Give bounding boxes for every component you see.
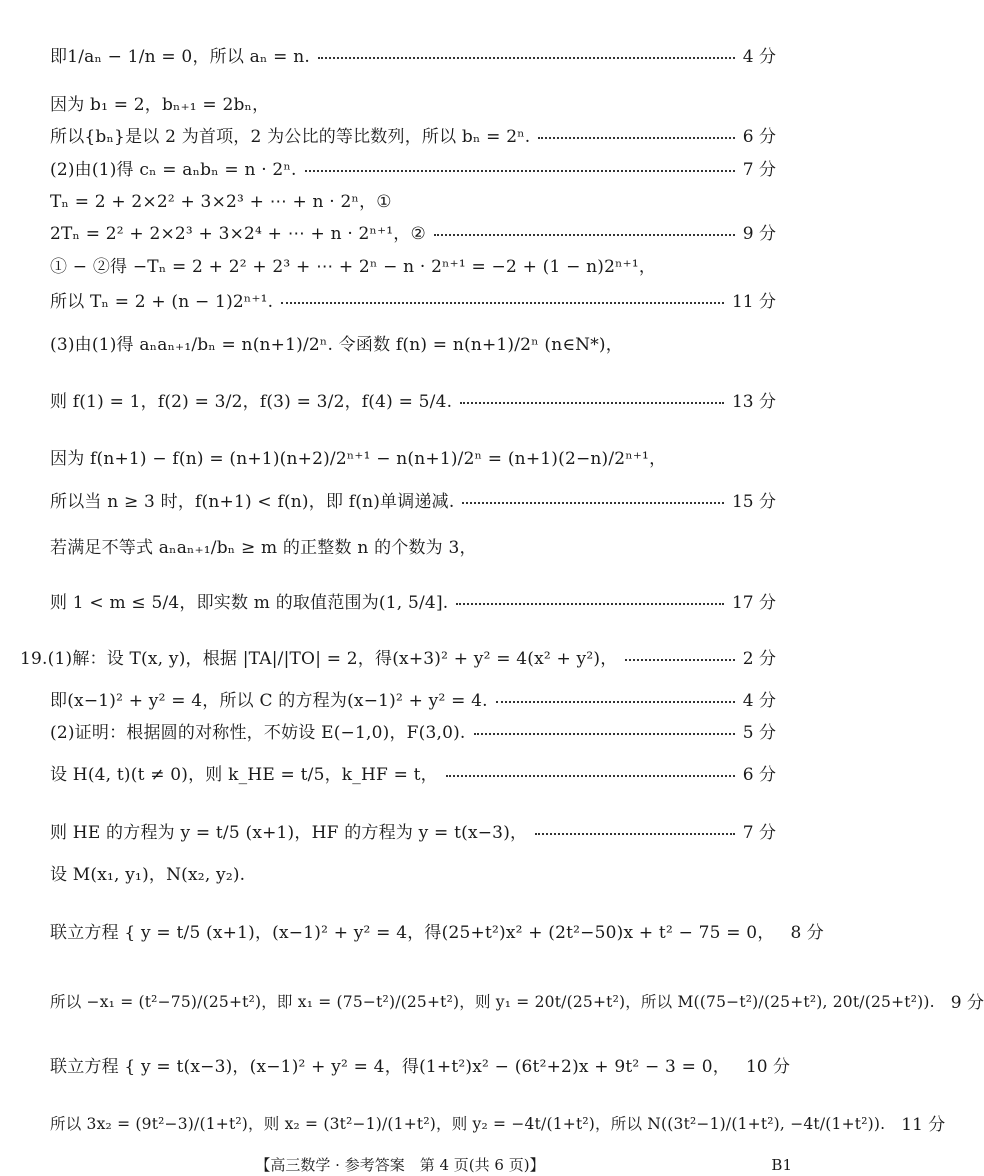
line-text: 所以 3x₂ = (9t²−3)/(1+t²)，则 x₂ = (3t²−1)/(1+t²)，则 y₂ = −4t/(1+t²)，所以 N((3t²−1)/(1+t²), −4t/(1+t²)).	[50, 1114, 886, 1133]
score-label: 10 分	[745, 1057, 790, 1077]
line-text: 设 H(4, t)(t ≠ 0)，则 k_HE = t/5，k_HF = t，	[50, 765, 438, 785]
line-text: 所以当 n ≥ 3 时，f(n+1) < f(n)，即 f(n)单调递减.	[50, 492, 455, 512]
leader-dots	[496, 701, 735, 703]
score-label: 6 分	[742, 765, 776, 785]
score-label: 6 分	[742, 127, 776, 147]
leader-dots	[281, 302, 724, 304]
line-text: (2)由(1)得 cₙ = aₙbₙ = n · 2ⁿ.	[50, 160, 297, 180]
answer-line	[50, 686, 776, 711]
score-label: 11 分	[731, 292, 776, 312]
line-text: 因为 f(n+1) − f(n) = (n+1)(n+2)/2ⁿ⁺¹ − n(n+1)/2ⁿ = (n+1)(2−n)/2ⁿ⁺¹，	[50, 449, 667, 469]
line-text: 所以{bₙ}是以 2 为首项，2 为公比的等比数列，所以 bₙ = 2ⁿ.	[50, 127, 531, 147]
score-label: 7 分	[742, 160, 776, 180]
leader-dots	[460, 402, 724, 404]
line-text: 则 HE 的方程为 y = t/5 (x+1)，HF 的方程为 y = t(x−3)，	[50, 823, 528, 843]
score-label: 7 分	[742, 823, 776, 843]
leader-dots	[318, 57, 735, 59]
footer-text: 【高三数学 · 参考答案 第 4 页(共 6 页)】	[255, 1156, 545, 1174]
answer-line	[50, 988, 984, 1013]
score-label: 9 分	[950, 993, 984, 1013]
line-text: 即1/aₙ − 1/n = 0，所以 aₙ = n.	[50, 47, 310, 67]
answer-line	[20, 644, 776, 669]
answer-line	[50, 122, 776, 147]
line-text: 因为 b₁ = 2，bₙ₊₁ = 2bₙ，	[50, 95, 270, 115]
answer-line	[50, 533, 776, 558]
answer-line	[50, 818, 776, 843]
answer-line	[50, 760, 776, 785]
answer-line	[50, 860, 776, 885]
line-text: 所以 −x₁ = (t²−75)/(25+t²)，即 x₁ = (75−t²)/(25+t²)，则 y₁ = 20t/(25+t²)，所以 M((75−t²)/(25+t²), 20t/(25+t²)).	[50, 992, 935, 1011]
line-text: 2Tₙ = 2² + 2×2³ + 3×2⁴ + ⋯ + n · 2ⁿ⁺¹，②	[50, 224, 426, 244]
line-text: 联立方程 { y = t(x−3)，(x−1)² + y² = 4，得(1+t²)x² − (6t²+2)x + 9t² − 3 = 0，	[50, 1057, 730, 1077]
score-label: 15 分	[731, 492, 776, 512]
leader-dots	[538, 137, 734, 139]
answer-line	[50, 155, 776, 180]
answer-line	[50, 1052, 790, 1077]
leader-dots	[474, 733, 735, 735]
line-text: 则 f(1) = 1，f(2) = 3/2，f(3) = 3/2，f(4) = 5/4.	[50, 392, 453, 412]
answer-line	[50, 718, 776, 743]
answer-line	[50, 918, 824, 943]
line-text: ① − ②得 −Tₙ = 2 + 2² + 2³ + ⋯ + 2ⁿ − n · 2ⁿ⁺¹ = −2 + (1 − n)2ⁿ⁺¹，	[50, 257, 657, 277]
leader-dots	[434, 234, 735, 236]
score-label: 13 分	[731, 392, 776, 412]
score-label: 2 分	[742, 649, 776, 669]
answer-line	[50, 588, 776, 613]
leader-dots	[625, 659, 734, 661]
answer-line	[50, 444, 776, 469]
leader-dots	[535, 833, 735, 835]
line-text: 即(x−1)² + y² = 4，所以 C 的方程为(x−1)² + y² = 4.	[50, 691, 488, 711]
page-footer	[0, 1154, 800, 1174]
score-label: 5 分	[742, 723, 776, 743]
leader-dots	[462, 502, 723, 504]
answer-line	[50, 187, 776, 212]
line-text: (3)由(1)得 aₙaₙ₊₁/bₙ = n(n+1)/2ⁿ. 令函数 f(n) = n(n+1)/2ⁿ (n∈N*)，	[50, 335, 623, 355]
score-label: 17 分	[731, 593, 776, 613]
line-text: Tₙ = 2 + 2×2² + 3×2³ + ⋯ + n · 2ⁿ，①	[50, 192, 392, 212]
score-label: 4 分	[742, 47, 776, 67]
answer-line	[50, 1110, 946, 1135]
line-text: 若满足不等式 aₙaₙ₊₁/bₙ ≥ m 的正整数 n 的个数为 3，	[50, 538, 477, 558]
line-text: 19.(1)解：设 T(x, y)，根据 |TA|/|TO| = 2，得(x+3)² + y² = 4(x² + y²)，	[20, 649, 618, 669]
answer-line	[50, 387, 776, 412]
score-label: 11 分	[901, 1115, 946, 1135]
answer-line	[50, 330, 776, 355]
answer-line	[50, 219, 776, 244]
answer-line	[50, 287, 776, 312]
leader-dots	[305, 170, 735, 172]
line-text: 设 M(x₁, y₁)，N(x₂, y₂).	[50, 865, 246, 885]
answer-line	[50, 252, 776, 277]
answer-line	[50, 42, 776, 67]
line-text: 所以 Tₙ = 2 + (n − 1)2ⁿ⁺¹.	[50, 292, 274, 312]
footer-code: B1	[771, 1156, 792, 1174]
score-label: 9 分	[742, 224, 776, 244]
leader-dots	[446, 775, 735, 777]
line-text: 联立方程 { y = t/5 (x+1)，(x−1)² + y² = 4，得(25+t²)x² + (2t²−50)x + t² − 75 = 0，	[50, 923, 775, 943]
answer-line	[50, 90, 776, 115]
line-text: (2)证明：根据圆的对称性，不妨设 E(−1,0)，F(3,0).	[50, 723, 466, 743]
score-label: 8 分	[790, 923, 824, 943]
leader-dots	[456, 603, 724, 605]
score-label: 4 分	[742, 691, 776, 711]
line-text: 则 1 < m ≤ 5/4，即实数 m 的取值范围为(1, 5/4].	[50, 593, 449, 613]
answer-line	[50, 487, 776, 512]
